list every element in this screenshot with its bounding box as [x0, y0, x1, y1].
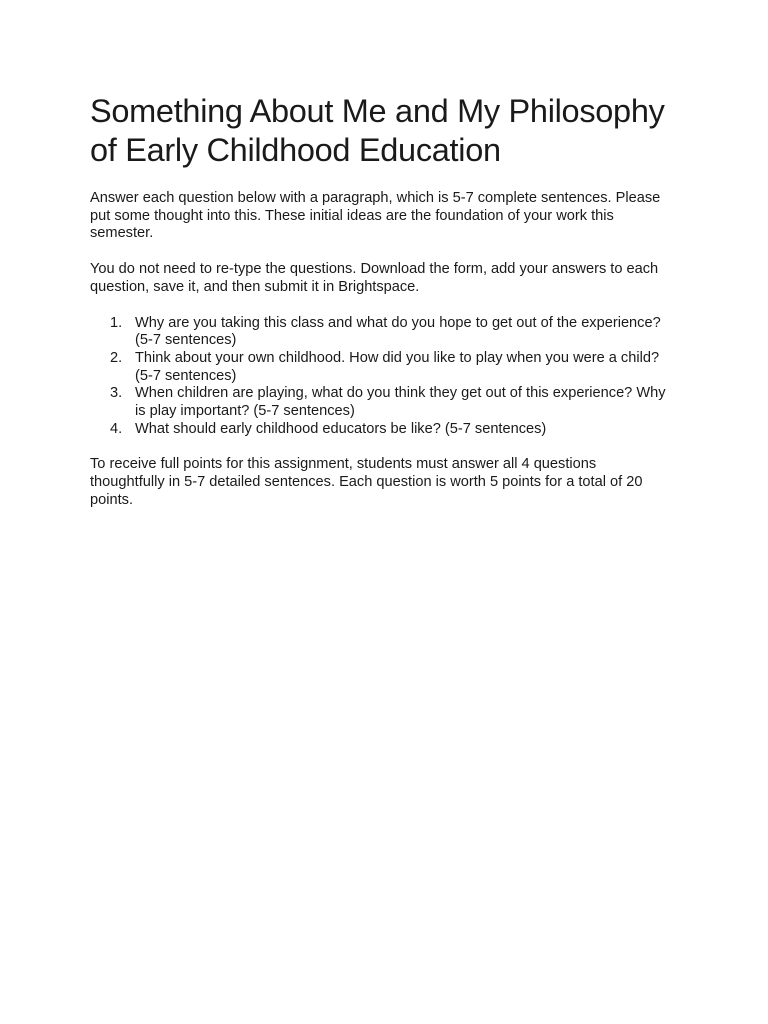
question-number: 1. [110, 314, 123, 331]
document-page [90, 92, 670, 528]
questions-list [90, 315, 670, 439]
grading-paragraph: To receive full points for this assignment, students must answer all 4 questions thoughtfully in 5-7 detailed sentences. Each question is worth 5 points for a total of 20 points. [90, 456, 643, 508]
question-text: What should early childhood educators be like? (5-7 sentences) [135, 420, 547, 437]
question-text: Think about your own childhood. How did you like to play when you were a child? (5-7 sentences) [135, 349, 660, 384]
question-item [90, 385, 670, 420]
question-number: 2. [110, 349, 123, 366]
question-item [90, 421, 670, 439]
document-title: Something About Me and My Philosophy of Early Childhood Education [90, 93, 665, 168]
intro-paragraph: Answer each question below with a paragraph, which is 5-7 complete sentences. Please put some thought into this. These initial ideas are the foundation of your work this semester. [90, 190, 661, 242]
instructions-paragraph: You do not need to re-type the questions. Download the form, add your answers to each question, save it, and then submit it in Brightspace. [90, 261, 659, 295]
question-item [90, 315, 670, 350]
question-text: Why are you taking this class and what do you hope to get out of the experience? (5-7 sentences) [135, 314, 661, 349]
question-number: 4. [110, 420, 123, 437]
question-item [90, 350, 670, 385]
question-number: 3. [110, 385, 123, 402]
question-text: When children are playing, what do you think they get out of this experience? Why is play important? (5-7 sentences) [135, 385, 666, 420]
